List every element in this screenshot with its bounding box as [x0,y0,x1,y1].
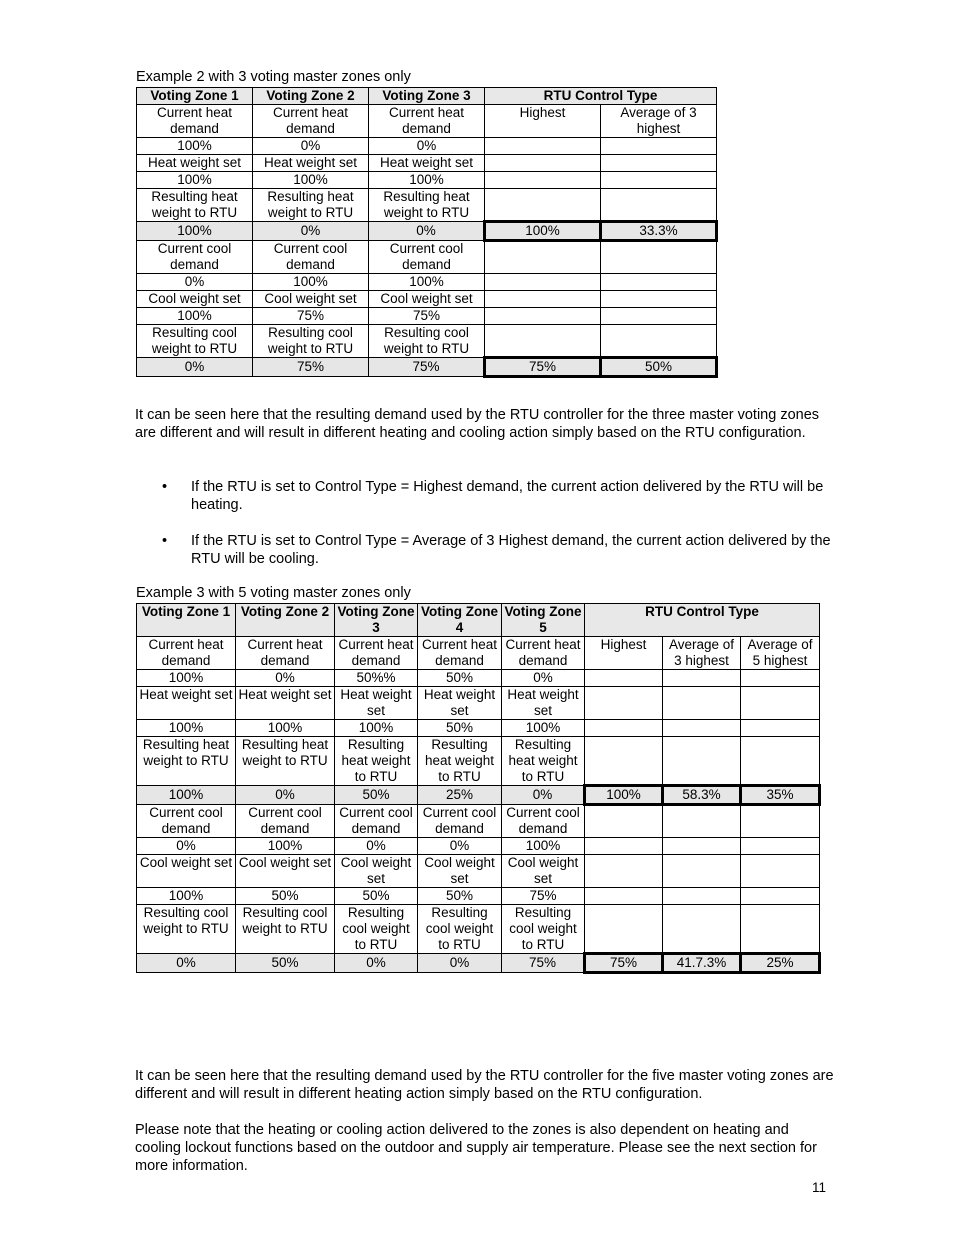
table-row [137,189,717,222]
zone-cell: 0% [236,670,335,687]
zone-cell: 100% [236,720,335,737]
rtu-cell [663,855,741,888]
table-row [137,274,717,291]
zone-cell: Resulting cool weight to RTU [236,905,335,954]
rtu-cell [585,905,663,954]
header-voting-zone-4: Voting Zone 4 [418,604,502,637]
zone-cell: 75% [253,308,369,325]
rtu-result-cell: 100% [485,222,601,241]
zone-cell: Cool weight set [502,855,585,888]
rtu-result-cell: 25% [741,954,820,973]
rtu-cell [485,241,601,274]
header-rtu-control-type: RTU Control Type [485,88,717,105]
rtu-cell [601,155,717,172]
rtu-cell [741,670,820,687]
zone-cell: Current heat demand [335,637,418,670]
rtu-cell [663,888,741,905]
rtu-result-cell: 33.3% [601,222,717,241]
rtu-cell [485,308,601,325]
table-row [137,888,820,905]
zone-cell: Current cool demand [369,241,485,274]
zone-cell: 75% [502,888,585,905]
rtu-cell [601,189,717,222]
rtu-cell [741,805,820,838]
table-row [137,838,820,855]
table-row [137,786,820,805]
rtu-cell: Average of 3 highest [663,637,741,670]
zone-cell: 0% [335,954,418,973]
zone-cell: 50% [236,888,335,905]
table-row [137,138,717,155]
zone-cell: Current heat demand [236,637,335,670]
table-row [137,687,820,720]
paragraph-five-zones: It can be seen here that the resulting demand used by the RTU controller for the five master voting zones are different and will result in different heating action simply based on the RTU configuration. [135,1068,834,1102]
rtu-cell [601,291,717,308]
rtu-result-cell: 50% [601,358,717,377]
example2-table [136,87,718,378]
zone-cell: Current heat demand [502,637,585,670]
table-row [137,905,820,954]
table-row [137,105,717,138]
zone-cell: Cool weight set [137,855,236,888]
zone-cell: Heat weight set [137,687,236,720]
rtu-cell [485,172,601,189]
table-row [137,308,717,325]
table-row [137,720,820,737]
rtu-cell: Highest [585,637,663,670]
zone-cell: Current cool demand [137,241,253,274]
zone-cell: Current heat demand [253,105,369,138]
example2-caption: Example 2 with 3 voting master zones only [136,69,411,85]
zone-cell: 50% [335,888,418,905]
list-item [135,478,835,514]
zone-cell: Heat weight set [253,155,369,172]
zone-cell: 100% [137,172,253,189]
table-row [137,358,717,377]
rtu-cell [585,805,663,838]
table-row [137,291,717,308]
zone-cell: 75% [369,358,485,377]
rtu-cell [601,308,717,325]
zone-cell: 0% [502,670,585,687]
zone-cell: 50%% [335,670,418,687]
rtu-result-cell: 100% [585,786,663,805]
example2-body [137,105,717,377]
zone-cell: 100% [137,308,253,325]
table-row [137,172,717,189]
header-voting-zone-1: Voting Zone 1 [137,604,236,637]
rtu-cell [663,838,741,855]
rtu-cell [663,737,741,786]
rtu-cell [741,737,820,786]
rtu-cell [663,805,741,838]
zone-cell: 100% [137,888,236,905]
example3-caption: Example 3 with 5 voting master zones only [136,585,411,601]
paragraph-three-zones: It can be seen here that the resulting demand used by the RTU controller for the three master voting zones are different and will result in different heating and cooling action simply based on the RTU configuration. [135,407,820,441]
zone-cell: Current heat demand [137,637,236,670]
zone-cell: Resulting heat weight to RTU [137,737,236,786]
zone-cell: 100% [137,670,236,687]
rtu-cell [741,888,820,905]
zone-cell: Heat weight set [236,687,335,720]
zone-cell: 100% [369,172,485,189]
example3-body [137,637,820,973]
zone-cell: Current heat demand [137,105,253,138]
rtu-result-cell: 58.3% [663,786,741,805]
rtu-result-cell: 75% [485,358,601,377]
rtu-cell [485,189,601,222]
rtu-cell [585,687,663,720]
header-voting-zone-5: Voting Zone 5 [502,604,585,637]
rtu-cell [741,838,820,855]
rtu-cell [663,670,741,687]
rtu-cell [585,720,663,737]
zone-cell: Heat weight set [335,687,418,720]
zone-cell: 50% [418,888,502,905]
rtu-result-cell: 75% [585,954,663,973]
zone-cell: 0% [236,786,335,805]
zone-cell: Resulting heat weight to RTU [335,737,418,786]
rtu-cell [485,291,601,308]
zone-cell: 50% [335,786,418,805]
zone-cell: 0% [137,838,236,855]
zone-cell: Heat weight set [137,155,253,172]
zone-cell: 100% [502,838,585,855]
zone-cell: Cool weight set [236,855,335,888]
zone-cell: 100% [137,138,253,155]
page-number: 11 [812,1180,827,1195]
zone-cell: 75% [502,954,585,973]
zone-cell: 25% [418,786,502,805]
rtu-cell [663,720,741,737]
rtu-cell: Average of 3 highest [601,105,717,138]
zone-cell: 100% [137,720,236,737]
rtu-cell [485,274,601,291]
rtu-cell [585,670,663,687]
rtu-cell [585,855,663,888]
zone-cell: Current cool demand [502,805,585,838]
zone-cell: 100% [137,786,236,805]
zone-cell: Heat weight set [502,687,585,720]
zone-cell: 0% [137,954,236,973]
zone-cell: Resulting heat weight to RTU [236,737,335,786]
rtu-cell [741,720,820,737]
table-row [137,670,820,687]
table-row [137,737,820,786]
table-row [137,855,820,888]
zone-cell: Current cool demand [236,805,335,838]
rtu-cell [485,325,601,358]
zone-cell: 50% [418,720,502,737]
rtu-cell [485,155,601,172]
zone-cell: Resulting cool weight to RTU [418,905,502,954]
table-row [137,222,717,241]
zone-cell: 100% [253,172,369,189]
zone-cell: Resulting cool weight to RTU [502,905,585,954]
table-row [137,241,717,274]
rtu-cell [663,905,741,954]
zone-cell: Resulting cool weight to RTU [137,325,253,358]
rtu-cell [585,838,663,855]
zone-cell: 50% [418,670,502,687]
rtu-result-cell: 35% [741,786,820,805]
rtu-cell [601,274,717,291]
zone-cell: Cool weight set [253,291,369,308]
zone-cell: Cool weight set [418,855,502,888]
table-row [137,805,820,838]
zone-cell: 0% [418,954,502,973]
bullet-text: If the RTU is set to Control Type = Average of 3 Highest demand, the current action delivered by the RTU will be cooling. [191,533,831,567]
zone-cell: Current cool demand [335,805,418,838]
zone-cell: Current cool demand [253,241,369,274]
zone-cell: Resulting cool weight to RTU [335,905,418,954]
zone-cell: Cool weight set [137,291,253,308]
bullet-marker: • [162,533,168,549]
rtu-cell [601,241,717,274]
table-row [137,155,717,172]
zone-cell: Resulting cool weight to RTU [369,325,485,358]
table-row [137,954,820,973]
zone-cell: Cool weight set [369,291,485,308]
rtu-cell [741,687,820,720]
rtu-cell [741,855,820,888]
zone-cell: Cool weight set [335,855,418,888]
zone-cell: Current cool demand [418,805,502,838]
zone-cell: 100% [137,222,253,241]
rtu-cell [585,737,663,786]
zone-cell: 0% [369,222,485,241]
zone-cell: 0% [502,786,585,805]
zone-cell: 100% [369,274,485,291]
zone-cell: 0% [335,838,418,855]
zone-cell: 100% [502,720,585,737]
zone-cell: 0% [137,358,253,377]
table-header-row [137,604,820,637]
zone-cell: Current cool demand [137,805,236,838]
zone-cell: 100% [236,838,335,855]
zone-cell: 100% [253,274,369,291]
table-row [137,325,717,358]
bullet-text: If the RTU is set to Control Type = Highest demand, the current action delivered by the RTU will be heating. [191,479,824,513]
paragraph-lockout-note: Please note that the heating or cooling action delivered to the zones is also dependent on heating and cooling lockout functions based on the outdoor and supply air temperature. Please see the next section for more information. [135,1122,817,1174]
table-header-row [137,88,717,105]
zone-cell: 0% [253,138,369,155]
zone-cell: 0% [253,222,369,241]
zone-cell: 100% [335,720,418,737]
zone-cell: Heat weight set [418,687,502,720]
zone-cell: Resulting cool weight to RTU [137,905,236,954]
zone-cell: Resulting heat weight to RTU [418,737,502,786]
rtu-cell [663,687,741,720]
rtu-cell [485,138,601,155]
rtu-cell: Average of 5 highest [741,637,820,670]
zone-cell: Resulting heat weight to RTU [253,189,369,222]
zone-cell: Resulting cool weight to RTU [253,325,369,358]
header-voting-zone-3: Voting Zone 3 [369,88,485,105]
zone-cell: Current heat demand [369,105,485,138]
rtu-cell: Highest [485,105,601,138]
header-voting-zone-2: Voting Zone 2 [236,604,335,637]
zone-cell: Resulting heat weight to RTU [369,189,485,222]
zone-cell: 0% [369,138,485,155]
rtu-cell [741,905,820,954]
rtu-cell [585,888,663,905]
rtu-cell [601,138,717,155]
rtu-result-cell: 41.7.3% [663,954,741,973]
rtu-cell [601,172,717,189]
zone-cell: Resulting heat weight to RTU [137,189,253,222]
bullet-list [135,478,835,586]
bullet-marker: • [162,479,168,495]
header-voting-zone-3: Voting Zone 3 [335,604,418,637]
zone-cell: 75% [253,358,369,377]
zone-cell: Resulting heat weight to RTU [502,737,585,786]
list-item [135,532,835,568]
zone-cell: 0% [418,838,502,855]
table-row [137,637,820,670]
header-voting-zone-2: Voting Zone 2 [253,88,369,105]
header-voting-zone-1: Voting Zone 1 [137,88,253,105]
zone-cell: 0% [137,274,253,291]
rtu-cell [601,325,717,358]
zone-cell: 75% [369,308,485,325]
zone-cell: 50% [236,954,335,973]
zone-cell: Heat weight set [369,155,485,172]
example3-table [136,603,821,974]
header-rtu-control-type: RTU Control Type [585,604,820,637]
zone-cell: Current heat demand [418,637,502,670]
